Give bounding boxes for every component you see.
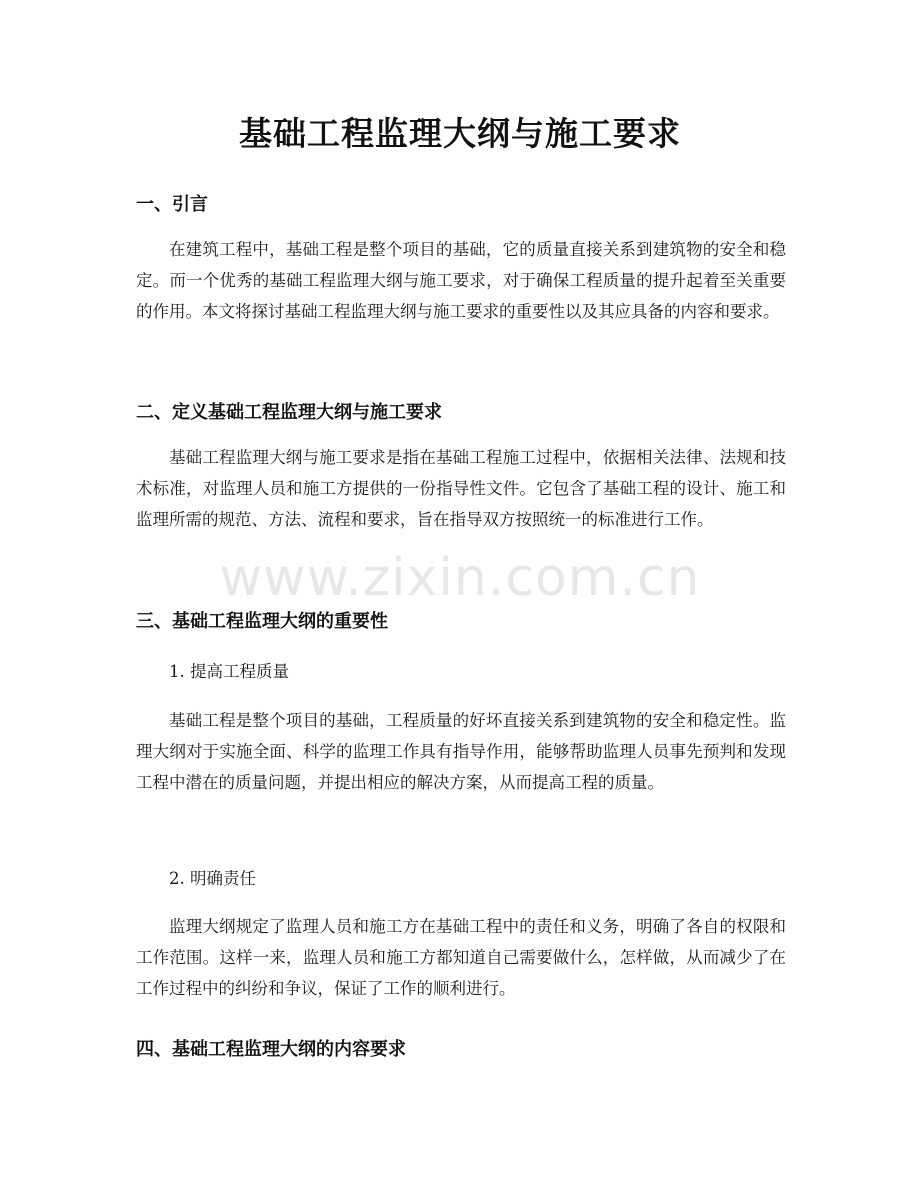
subsection-title-quality: 1. 提高工程质量 (169, 662, 289, 681)
section-heading-importance: 三、基础工程监理大纲的重要性 (136, 611, 388, 632)
section-paragraph-definition: 基础工程监理大纲与施工要求是指在基础工程施工过程中，依据相关法律、法规和技术标准，对监理人员和施工方提供的一份指导性文件。它包含了基础工程的设计、施工和监理所需的规范、方法、流程和要求，旨在指导双方按照统一的标准进行工作。 (136, 448, 786, 529)
document-title: 基础工程监理大纲与施工要求 (239, 114, 681, 153)
section-heading-definition: 二、定义基础工程监理大纲与施工要求 (136, 402, 442, 423)
watermark: www.zixin.com.cn (219, 548, 701, 608)
subsection-paragraph-quality: 基础工程是整个项目的基础，工程质量的好坏直接关系到建筑物的安全和稳定性。监理大纲对于实施全面、科学的监理工作具有指导作用，能够帮助监理人员事先预判和发现工程中潜在的质量问题，并提出相应的解决方案，从而提高工程的质量。 (136, 711, 786, 792)
section-heading-intro: 一、引言 (136, 194, 208, 215)
subsection-paragraph-responsibility: 监理大纲规定了监理人员和施工方在基础工程中的责任和义务，明确了各自的权限和工作范围。这样一来，监理人员和施工方都知道自己需要做什么，怎样做，从而减少了在工作过程中的纠纷和争议，保证了工作的顺利进行。 (136, 917, 786, 998)
section-paragraph-intro: 在建筑工程中，基础工程是整个项目的基础，它的质量直接关系到建筑物的安全和稳定。而一个优秀的基础工程监理大纲与施工要求，对于确保工程质量的提升起着至关重要的作用。本文将探讨基础工程监理大纲与施工要求的重要性以及其应具备的内容和要求。 (136, 240, 786, 321)
subsection-title-responsibility: 2. 明确责任 (169, 869, 256, 888)
section-heading-content-requirements: 四、基础工程监理大纲的内容要求 (136, 1039, 406, 1060)
